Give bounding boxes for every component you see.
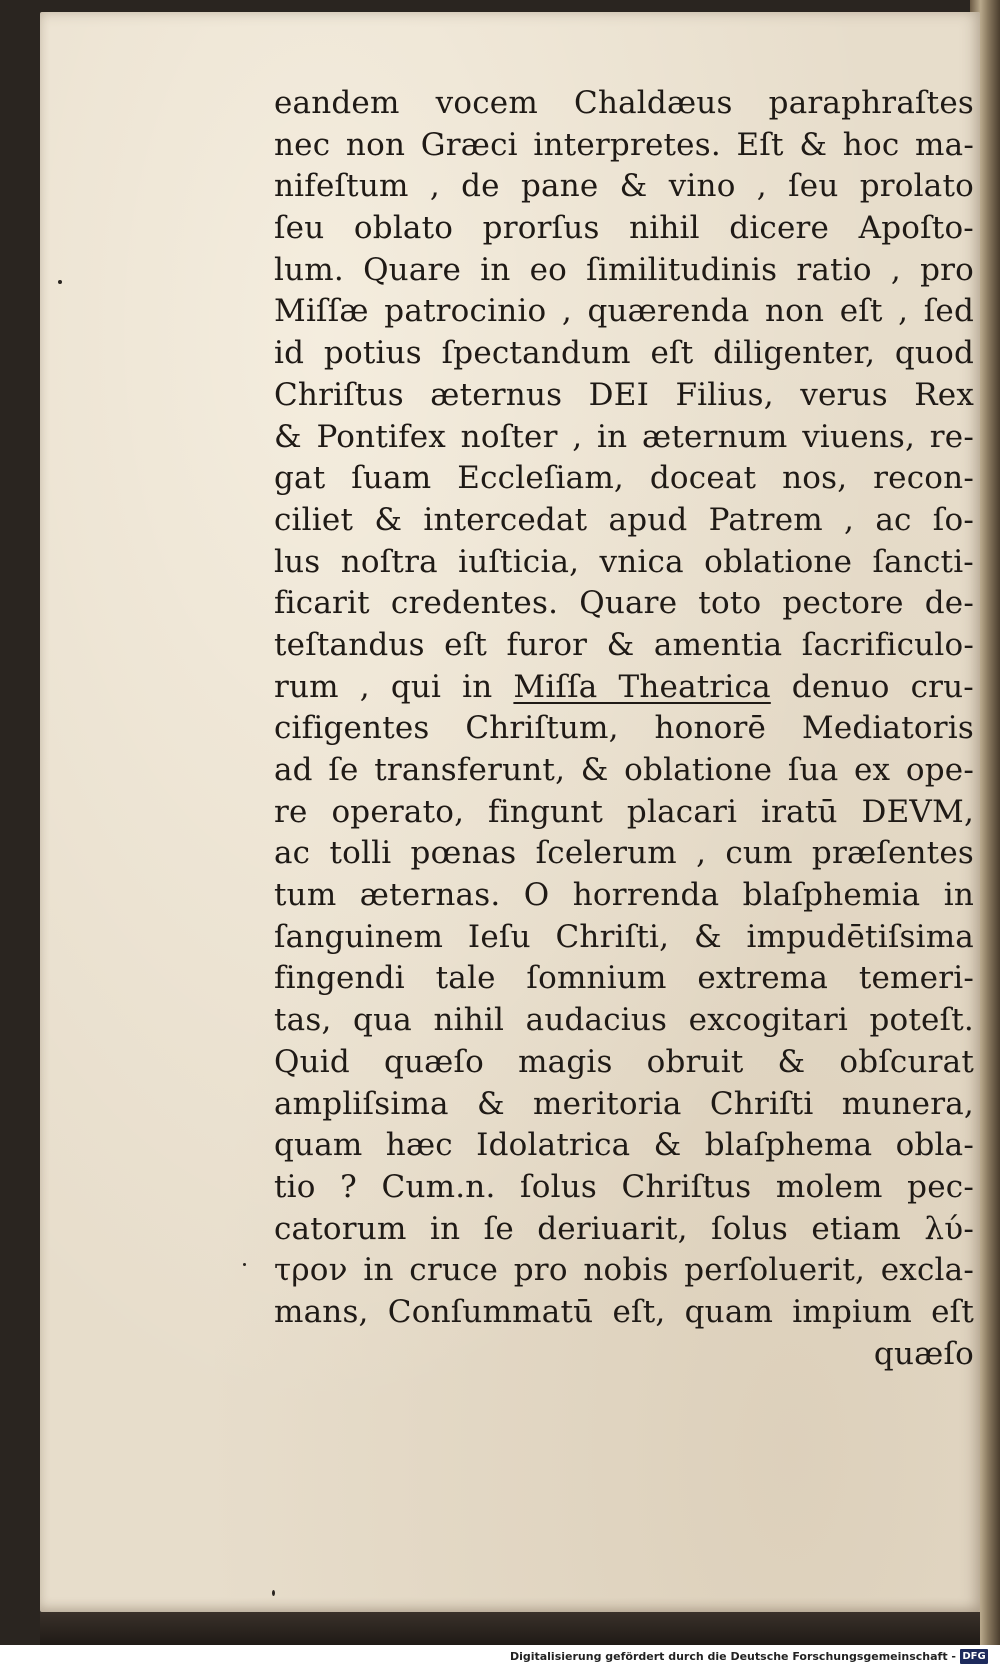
text-line: ad ſe transferunt, & oblatione ſua ex ope- bbox=[274, 752, 974, 788]
text-line: ſeu oblato prorſus nihil dicere Apoſto- bbox=[274, 210, 974, 247]
text-line: teſtandus eſt furor & amentia ſacrificulo- bbox=[274, 626, 974, 663]
text-line: nifeſtum , de pane & vino , ſeu prolato bbox=[274, 168, 974, 205]
text-line: ac tolli pœnas ſcelerum , cum præſentes bbox=[274, 835, 974, 872]
dfg-logo-icon: DFG bbox=[960, 1649, 988, 1664]
text-line: Miſſæ patrocinio , quærenda non eſt , ſed bbox=[274, 293, 974, 330]
text-line: ciliet & intercedat apud Patrem , ac ſo- bbox=[274, 501, 974, 538]
text-line: ampliſsima & meritoria Chriſti munera, bbox=[274, 1085, 974, 1122]
text-line: & Pontifex noſter , in æternum viuens, re- bbox=[274, 418, 974, 455]
text-line: tio ? Cum.n. ſolus Chriſtus molem pec- bbox=[274, 1168, 974, 1205]
text-line: lus noſtra iuſticia, vnica oblatione ſancti- bbox=[274, 543, 974, 580]
underlined-phrase: Miſſa Theatrica bbox=[513, 668, 771, 705]
text-line-underlined bbox=[274, 667, 974, 709]
text-line: cifigentes Chriſtum, honorē Mediatoris bbox=[274, 710, 974, 747]
text-line: tas, qua nihil audacius excogitari poteſt. bbox=[274, 1002, 974, 1039]
text-line: Quid quæſo magis obruit & obſcurat bbox=[274, 1043, 974, 1080]
text-line: τρον in cruce pro nobis perſoluerit, excla- bbox=[274, 1252, 974, 1289]
funding-credit: Digitalisierung gefördert durch die Deutsche Forschungsgemeinschaft - bbox=[509, 1650, 956, 1663]
text-line: quam hæc Idolatrica & blaſphema obla- bbox=[274, 1127, 974, 1164]
page-text bbox=[274, 83, 974, 1375]
paper-speck bbox=[272, 1590, 275, 1596]
text-line: id potius ſpectandum eſt diligenter, quod bbox=[274, 335, 974, 372]
text-line: gat ſuam Eccleſiam, doceat nos, recon- bbox=[274, 460, 974, 497]
text-fragment: denuo cru- bbox=[770, 668, 974, 705]
text-line: mans, Conſummatū eſt, quam impium eſt bbox=[274, 1293, 974, 1330]
catchword: quæſo bbox=[873, 1335, 974, 1372]
text-fragment: rum , qui in bbox=[274, 668, 514, 705]
text-line: nec non Græci interpretes. Eſt & hoc ma- bbox=[274, 126, 974, 163]
text-line: Chriſtus æternus DEI Filius, verus Rex bbox=[274, 376, 974, 413]
text-line: fingendi tale ſomnium extrema temeri- bbox=[274, 960, 974, 997]
footer-bar bbox=[0, 1645, 1000, 1670]
paper-speck bbox=[243, 1263, 246, 1266]
paper-speck bbox=[58, 280, 62, 284]
text-line: eandem vocem Chaldæus paraphraſtes bbox=[274, 85, 974, 121]
text-line: re operato, fingunt placari iratū DEVM, bbox=[274, 793, 974, 830]
text-line: lum. Quare in eo ſimilitudinis ratio , pro bbox=[274, 251, 974, 288]
text-line: tum æternas. O horrenda blaſphemia in bbox=[274, 877, 974, 914]
text-line: catorum in ſe deriuarit, ſolus etiam λύ- bbox=[274, 1210, 974, 1247]
text-line: ſanguinem Ieſu Chriſti, & impudētiſsima bbox=[274, 918, 974, 955]
page-bottom-shadow bbox=[40, 1612, 980, 1645]
text-line: ficarit credentes. Quare toto pectore de- bbox=[274, 585, 974, 622]
